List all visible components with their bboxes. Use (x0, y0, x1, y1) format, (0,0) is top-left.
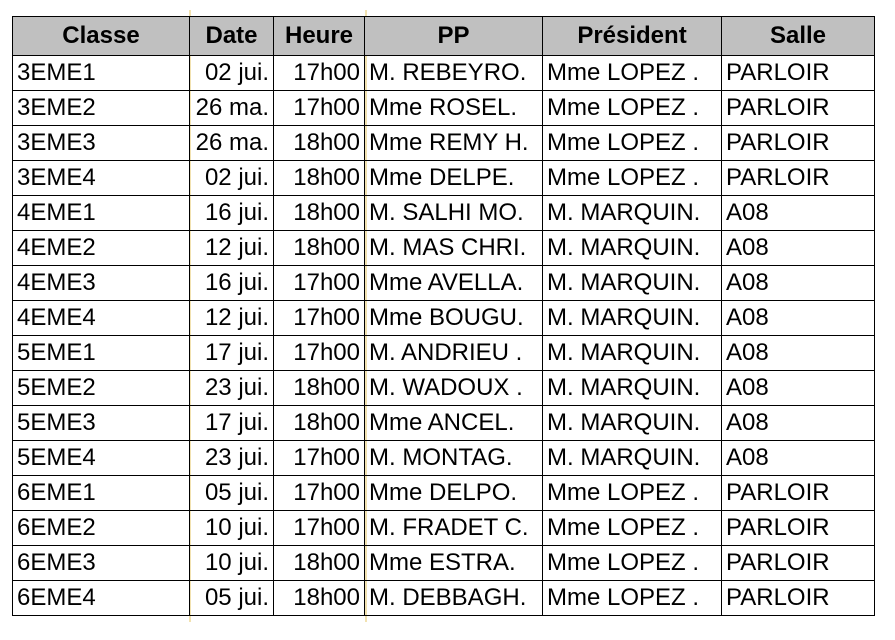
cell-president: M. MARQUIN. (543, 336, 722, 371)
cell-president: Mme LOPEZ . (543, 581, 722, 616)
cell-classe: 6EME4 (13, 581, 190, 616)
cell-pp: Mme AVELLA. (365, 266, 543, 301)
cell-classe: 3EME2 (13, 91, 190, 126)
cell-pp: M. MAS CHRI. (365, 231, 543, 266)
cell-salle: A08 (722, 406, 875, 441)
cell-salle: PARLOIR (722, 511, 875, 546)
cell-heure: 18h00 (274, 231, 365, 266)
cell-date: 10 jui. (190, 546, 274, 581)
cell-salle: PARLOIR (722, 546, 875, 581)
cell-pp: Mme ROSEL. (365, 91, 543, 126)
cell-heure: 18h00 (274, 161, 365, 196)
cell-president: M. MARQUIN. (543, 301, 722, 336)
cell-classe: 4EME2 (13, 231, 190, 266)
cell-date: 23 jui. (190, 441, 274, 476)
cell-heure: 17h00 (274, 441, 365, 476)
cell-salle: PARLOIR (722, 476, 875, 511)
cell-heure: 18h00 (274, 406, 365, 441)
cell-president: M. MARQUIN. (543, 406, 722, 441)
table-row (13, 231, 875, 266)
table-row (13, 266, 875, 301)
header-president: Président (543, 17, 722, 56)
header-salle: Salle (722, 17, 875, 56)
cell-date: 16 jui. (190, 266, 274, 301)
table-row (13, 581, 875, 616)
cell-president: M. MARQUIN. (543, 266, 722, 301)
cell-heure: 17h00 (274, 301, 365, 336)
cell-president: M. MARQUIN. (543, 371, 722, 406)
table-row (13, 336, 875, 371)
cell-salle: PARLOIR (722, 126, 875, 161)
cell-president: Mme LOPEZ . (543, 161, 722, 196)
cell-pp: M. MONTAG. (365, 441, 543, 476)
table-row (13, 406, 875, 441)
cell-classe: 4EME4 (13, 301, 190, 336)
header-row (13, 17, 875, 56)
cell-salle: A08 (722, 336, 875, 371)
cell-classe: 5EME1 (13, 336, 190, 371)
cell-heure: 17h00 (274, 511, 365, 546)
cell-salle: PARLOIR (722, 581, 875, 616)
cell-classe: 5EME2 (13, 371, 190, 406)
header-classe: Classe (13, 17, 190, 56)
table-row (13, 441, 875, 476)
schedule-table (12, 16, 875, 616)
cell-date: 23 jui. (190, 371, 274, 406)
cell-classe: 6EME1 (13, 476, 190, 511)
table-row (13, 196, 875, 231)
cell-classe: 6EME2 (13, 511, 190, 546)
cell-date: 02 jui. (190, 56, 274, 91)
cell-salle: PARLOIR (722, 56, 875, 91)
cell-pp: Mme BOUGU. (365, 301, 543, 336)
cell-salle: PARLOIR (722, 161, 875, 196)
cell-classe: 5EME3 (13, 406, 190, 441)
cell-salle: A08 (722, 301, 875, 336)
cell-date: 05 jui. (190, 476, 274, 511)
cell-heure: 17h00 (274, 476, 365, 511)
cell-heure: 18h00 (274, 371, 365, 406)
cell-pp: M. SALHI MO. (365, 196, 543, 231)
cell-heure: 18h00 (274, 126, 365, 161)
cell-pp: M. FRADET C. (365, 511, 543, 546)
cell-heure: 18h00 (274, 196, 365, 231)
table-row (13, 371, 875, 406)
cell-pp: Mme REMY H. (365, 126, 543, 161)
cell-heure: 17h00 (274, 266, 365, 301)
cell-classe: 3EME3 (13, 126, 190, 161)
cell-heure: 17h00 (274, 91, 365, 126)
cell-salle: A08 (722, 371, 875, 406)
table-row (13, 91, 875, 126)
cell-president: Mme LOPEZ . (543, 56, 722, 91)
cell-heure: 18h00 (274, 546, 365, 581)
cell-president: M. MARQUIN. (543, 196, 722, 231)
cell-pp: Mme ANCEL. (365, 406, 543, 441)
cell-classe: 4EME1 (13, 196, 190, 231)
table-header (13, 17, 875, 56)
table-row (13, 301, 875, 336)
cell-date: 12 jui. (190, 231, 274, 266)
cell-pp: Mme ESTRA. (365, 546, 543, 581)
cell-date: 17 jui. (190, 406, 274, 441)
cell-president: Mme LOPEZ . (543, 91, 722, 126)
cell-president: M. MARQUIN. (543, 231, 722, 266)
table-row (13, 511, 875, 546)
cell-date: 16 jui. (190, 196, 274, 231)
table-row (13, 56, 875, 91)
cell-president: Mme LOPEZ . (543, 476, 722, 511)
table-row (13, 476, 875, 511)
schedule-table-container (12, 16, 874, 616)
cell-date: 26 ma. (190, 91, 274, 126)
cell-heure: 18h00 (274, 581, 365, 616)
table-row (13, 126, 875, 161)
header-date: Date (190, 17, 274, 56)
cell-date: 05 jui. (190, 581, 274, 616)
cell-pp: M. REBEYRO. (365, 56, 543, 91)
cell-salle: A08 (722, 441, 875, 476)
cell-date: 26 ma. (190, 126, 274, 161)
cell-president: Mme LOPEZ . (543, 511, 722, 546)
cell-salle: A08 (722, 196, 875, 231)
cell-salle: A08 (722, 266, 875, 301)
cell-date: 10 jui. (190, 511, 274, 546)
cell-president: M. MARQUIN. (543, 441, 722, 476)
table-body (13, 56, 875, 616)
table-row (13, 546, 875, 581)
cell-date: 17 jui. (190, 336, 274, 371)
cell-pp: Mme DELPE. (365, 161, 543, 196)
header-heure: Heure (274, 17, 365, 56)
header-pp: PP (365, 17, 543, 56)
cell-pp: M. ANDRIEU . (365, 336, 543, 371)
cell-heure: 17h00 (274, 56, 365, 91)
cell-heure: 17h00 (274, 336, 365, 371)
cell-date: 02 jui. (190, 161, 274, 196)
table-row (13, 161, 875, 196)
cell-salle: PARLOIR (722, 91, 875, 126)
cell-pp: M. WADOUX . (365, 371, 543, 406)
cell-classe: 4EME3 (13, 266, 190, 301)
cell-president: Mme LOPEZ . (543, 126, 722, 161)
cell-president: Mme LOPEZ . (543, 546, 722, 581)
cell-pp: M. DEBBAGH. (365, 581, 543, 616)
cell-classe: 3EME4 (13, 161, 190, 196)
cell-classe: 6EME3 (13, 546, 190, 581)
cell-classe: 3EME1 (13, 56, 190, 91)
cell-date: 12 jui. (190, 301, 274, 336)
cell-classe: 5EME4 (13, 441, 190, 476)
cell-salle: A08 (722, 231, 875, 266)
cell-pp: Mme DELPO. (365, 476, 543, 511)
